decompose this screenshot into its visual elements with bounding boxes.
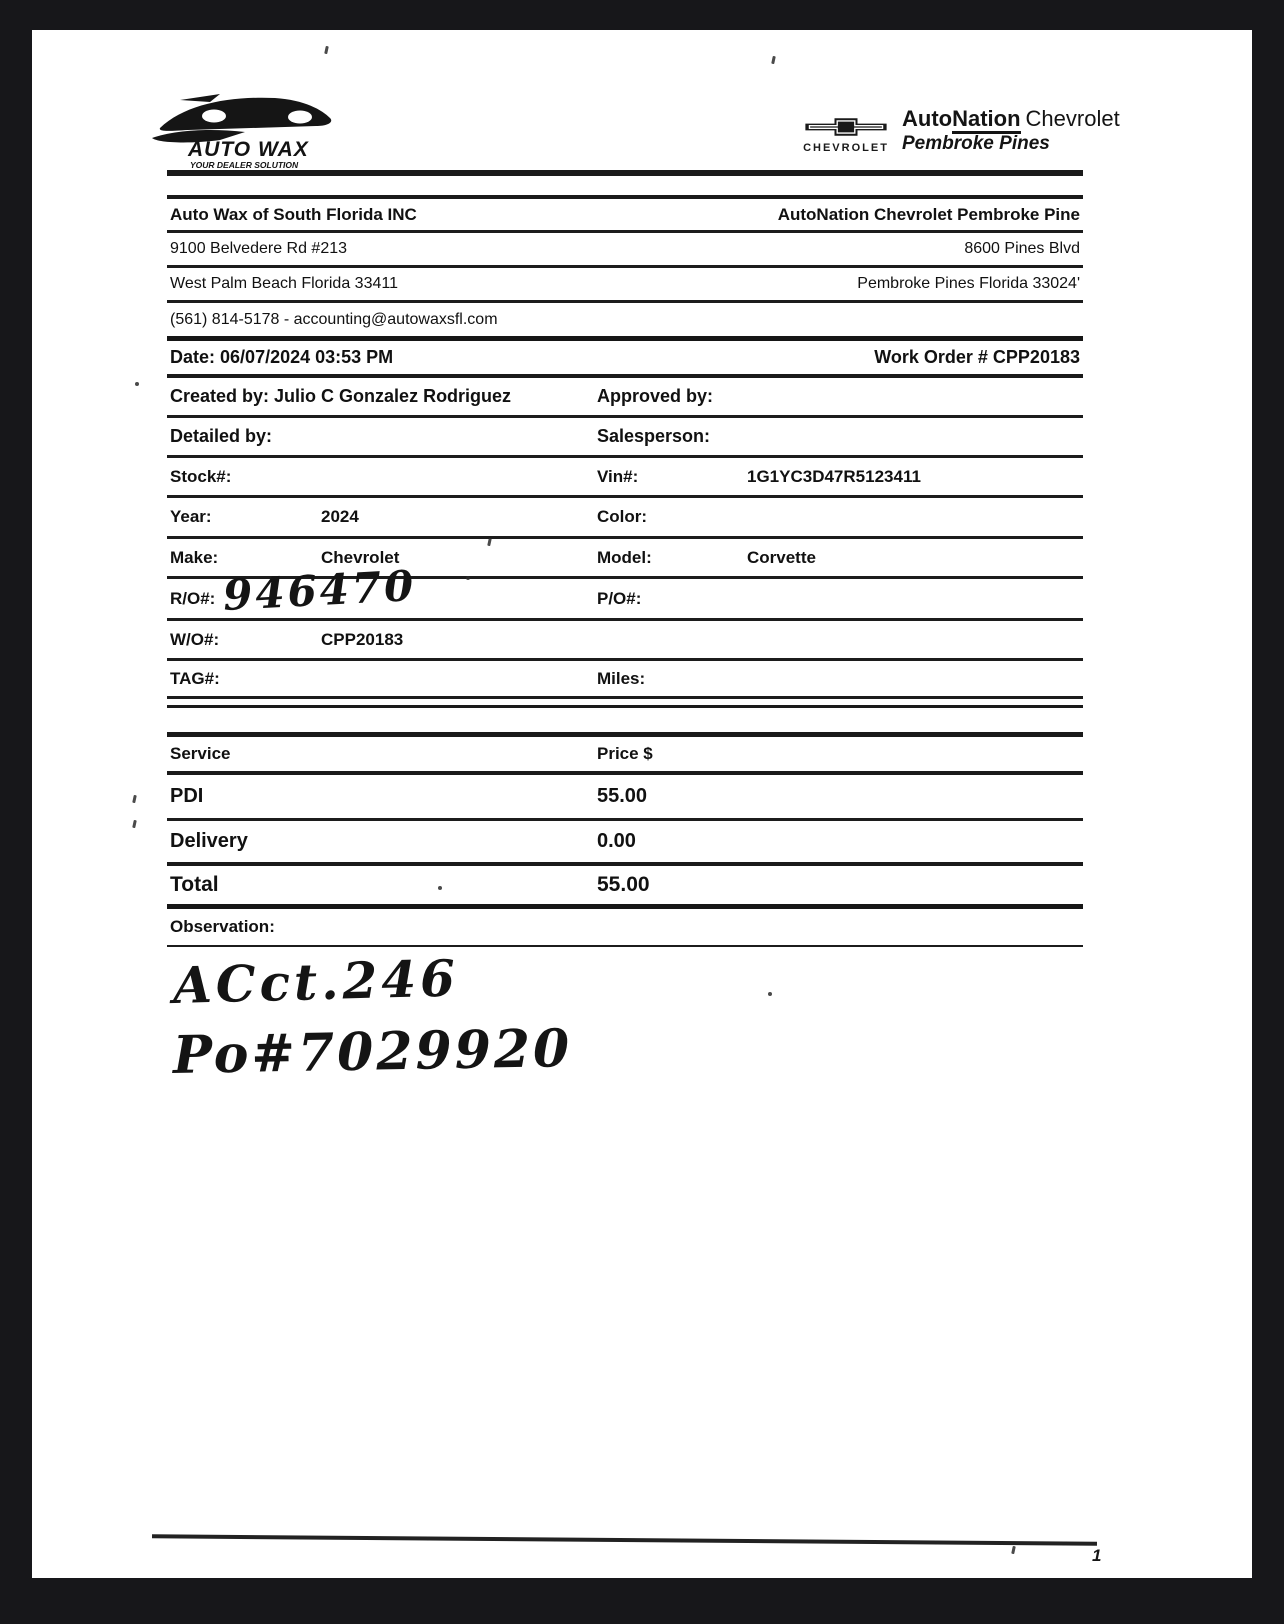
model-label: Model: — [597, 547, 652, 567]
client-address-line1: 8600 Pines Blvd — [964, 240, 1080, 257]
make-value: Chevrolet — [321, 547, 400, 567]
year-value: 2024 — [321, 507, 359, 526]
model-value: Corvette — [747, 547, 816, 567]
service-name: PDI — [170, 785, 204, 807]
work-order-number: Work Order # CPP20183 — [874, 347, 1080, 367]
section-gap — [167, 708, 1083, 732]
chevrolet-bowtie-icon — [802, 114, 890, 140]
vin-value: 1G1YC3D47R5123411 — [747, 466, 921, 486]
salesperson-label: Salesperson: — [597, 426, 711, 446]
created-by-value: Julio C Gonzalez Rodriguez — [274, 386, 512, 406]
address-row-2 — [167, 268, 1083, 303]
year-color-row — [167, 498, 1083, 539]
noise-speck — [132, 820, 137, 828]
miles-label: Miles: — [597, 668, 646, 688]
header-rule-top — [167, 170, 1083, 176]
year-label: Year: — [170, 507, 212, 526]
tag-miles-row — [167, 661, 1083, 699]
ro-handwritten-value: 946470 — [221, 560, 418, 621]
observation-handwriting — [167, 947, 1083, 1093]
noise-speck — [438, 886, 442, 890]
noise-speck — [771, 56, 776, 64]
wo-row — [167, 621, 1083, 661]
autonation-brand-block — [902, 106, 1120, 155]
autowax-logo — [150, 88, 345, 172]
autowax-logo-text: AUTO WAX — [188, 138, 309, 161]
wo-value: CPP20183 — [321, 629, 404, 649]
detailed-salesperson-row — [167, 418, 1083, 458]
stock-vin-row — [167, 458, 1083, 498]
client-name: AutoNation Chevrolet Pembroke Pine — [777, 204, 1080, 224]
chevrolet-label: CHEVROLET — [803, 142, 889, 154]
stock-label: Stock#: — [170, 466, 232, 486]
noise-speck — [132, 795, 137, 803]
service-price: 55.00 — [597, 785, 648, 807]
autowax-tagline: YOUR DEALER SOLUTION — [190, 160, 299, 170]
service-row-delivery — [167, 821, 1083, 866]
address-row-1 — [167, 233, 1083, 268]
footer-rule — [152, 1534, 1097, 1545]
client-address-line2: Pembroke Pines Florida 33024' — [857, 275, 1080, 292]
document-page — [32, 30, 1252, 1578]
service-header-label: Service — [170, 744, 231, 763]
contact-row — [167, 303, 1083, 341]
price-header-label: Price $ — [597, 744, 653, 763]
service-price: 0.00 — [597, 830, 636, 852]
vendor-address-line2: West Palm Beach Florida 33411 — [170, 275, 398, 292]
date-label: Date: — [170, 347, 216, 367]
services-total-row — [167, 866, 1083, 909]
noise-speck — [466, 576, 470, 580]
autonation-brand: AutoNation Chevrolet — [902, 106, 1120, 132]
noise-speck — [1011, 1546, 1016, 1554]
tag-label: TAG#: — [170, 668, 220, 688]
service-name: Delivery — [170, 830, 248, 852]
autonation-location: Pembroke Pines — [902, 133, 1050, 154]
wo-label: W/O#: — [170, 629, 220, 649]
page-number: 1 — [1092, 1546, 1102, 1565]
ro-label: R/O#: — [170, 588, 216, 608]
created-by-label: Created by: — [170, 386, 270, 406]
vendor-name: Auto Wax of South Florida INC — [170, 204, 417, 224]
company-names-row — [167, 199, 1083, 233]
observation-handwriting-line1: ACct.246 — [172, 948, 460, 1015]
po-label: P/O#: — [597, 588, 642, 608]
date-value: 06/07/2024 03:53 PM — [220, 347, 394, 367]
noise-speck — [135, 382, 139, 386]
vendor-address-line1: 9100 Belvedere Rd #213 — [170, 240, 348, 257]
vin-label: Vin#: — [597, 466, 639, 486]
total-label: Total — [170, 873, 219, 896]
observation-label: Observation: — [170, 917, 275, 936]
make-label: Make: — [170, 547, 219, 567]
detailed-by-label: Detailed by: — [170, 426, 273, 446]
noise-speck — [324, 46, 329, 54]
total-value: 55.00 — [597, 873, 650, 896]
work-order-document — [167, 170, 1083, 1093]
date-workorder-row — [167, 341, 1083, 378]
services-header-row — [167, 737, 1083, 775]
noise-speck — [768, 992, 772, 996]
autonation-logo — [802, 106, 1120, 166]
color-label: Color: — [597, 507, 648, 526]
autowax-car-icon — [150, 88, 345, 172]
service-row-pdi — [167, 775, 1083, 821]
observation-handwriting-line2: Po#7029920 — [172, 1018, 573, 1086]
chevrolet-logo-block — [802, 106, 890, 154]
date-field — [170, 347, 393, 368]
vendor-contact: (561) 814-5178 - accounting@autowaxsfl.com — [170, 310, 498, 328]
created-by-field — [170, 386, 597, 407]
ro-po-row — [167, 560, 1083, 621]
created-approved-row — [167, 378, 1083, 418]
approved-by-label: Approved by: — [597, 386, 714, 406]
